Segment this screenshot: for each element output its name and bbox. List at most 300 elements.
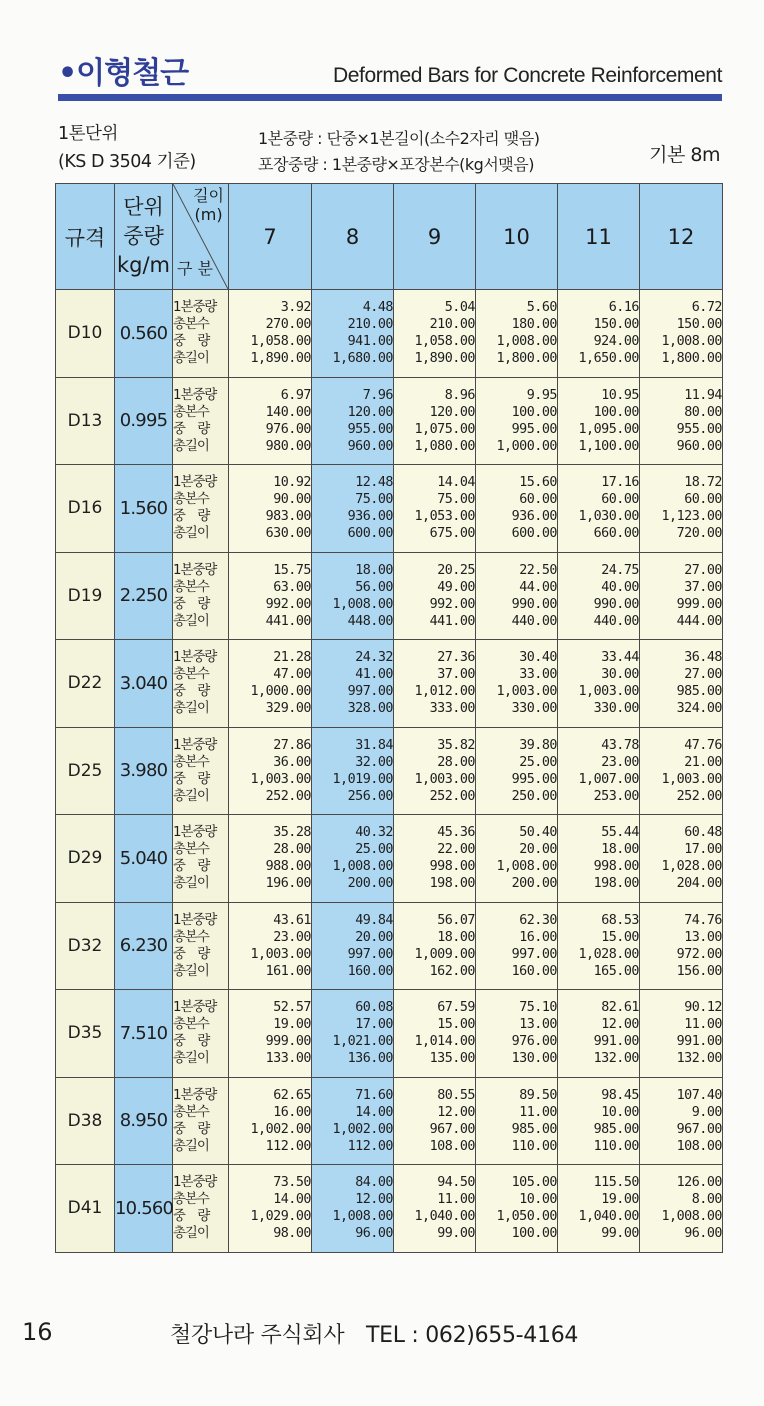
- value-line: 1,650.00: [578, 351, 639, 367]
- category-label: 중 량: [173, 946, 210, 962]
- value-line: 27.86: [273, 737, 311, 753]
- category-label: 1본중량: [173, 1175, 217, 1191]
- value-line: 1,058.00: [250, 334, 311, 350]
- category-labels-cell: [173, 1165, 229, 1253]
- value-line: 112.00: [347, 1138, 393, 1154]
- value-line: 14.00: [355, 1104, 393, 1120]
- page-number: 16: [22, 1318, 53, 1346]
- category-labels-cell: [173, 290, 229, 378]
- value-line: 25.00: [355, 842, 393, 858]
- value-cell: [394, 815, 476, 903]
- value-line: 1,014.00: [414, 1034, 475, 1050]
- value-line: 17.00: [355, 1017, 393, 1033]
- value-line: 22.50: [519, 562, 557, 578]
- category-label: 총본수: [173, 492, 209, 508]
- value-cell: [476, 990, 558, 1078]
- spec-cell: D25: [56, 727, 115, 815]
- value-line: 75.00: [355, 492, 393, 508]
- value-line: 210.00: [429, 317, 475, 333]
- value-line: 988.00: [265, 859, 311, 875]
- table-row: [56, 902, 723, 990]
- value-line: 110.00: [511, 1138, 557, 1154]
- value-line: 200.00: [511, 876, 557, 892]
- value-line: 991.00: [593, 1034, 639, 1050]
- value-line: 21.28: [273, 650, 311, 666]
- value-cell: [312, 1077, 394, 1165]
- value-line: 252.00: [429, 788, 475, 804]
- category-label: 총본수: [173, 1104, 209, 1120]
- value-line: 991.00: [676, 1034, 722, 1050]
- value-cell: [640, 990, 723, 1078]
- value-line: 448.00: [347, 613, 393, 629]
- spec-cell: D29: [56, 815, 115, 903]
- unit-weight-cell: 10.560: [115, 1165, 173, 1253]
- category-label: 총본수: [173, 1192, 209, 1208]
- value-cell: [640, 1077, 723, 1165]
- category-label: 중 량: [173, 859, 210, 875]
- value-line: 23.00: [273, 929, 311, 945]
- spec-cell: D32: [56, 902, 115, 990]
- value-line: 967.00: [676, 1121, 722, 1137]
- value-line: 50.40: [519, 825, 557, 841]
- value-line: 1,040.00: [578, 1209, 639, 1225]
- value-cell: [229, 377, 312, 465]
- category-labels-cell: [173, 377, 229, 465]
- value-line: 1,028.00: [661, 859, 722, 875]
- formula-package-weight: 포장중량 : 1본중량×포장본수(kg서맺음): [258, 155, 534, 174]
- value-line: 14.04: [437, 475, 475, 491]
- value-line: 1,680.00: [332, 351, 393, 367]
- value-line: 15.60: [519, 475, 557, 491]
- value-line: 720.00: [676, 526, 722, 542]
- value-line: 47.00: [273, 667, 311, 683]
- value-line: 20.25: [437, 562, 475, 578]
- title-bar: [58, 40, 722, 102]
- value-line: 1,008.00: [496, 334, 557, 350]
- value-line: 180.00: [511, 317, 557, 333]
- value-line: 196.00: [265, 876, 311, 892]
- basic-length-note: 기본 8m: [649, 144, 720, 166]
- value-line: 98.00: [273, 1226, 311, 1242]
- value-line: 330.00: [593, 701, 639, 717]
- notes-block: [58, 120, 722, 182]
- value-line: 160.00: [347, 963, 393, 979]
- value-cell: [476, 727, 558, 815]
- value-cell: [394, 290, 476, 378]
- value-cell: [394, 1165, 476, 1253]
- value-line: 1,800.00: [496, 351, 557, 367]
- value-line: 1,003.00: [496, 684, 557, 700]
- value-line: 7.96: [362, 387, 393, 403]
- category-labels-cell: [173, 552, 229, 640]
- value-cell: [558, 290, 640, 378]
- value-line: 67.59: [437, 1000, 475, 1016]
- value-line: 10.00: [601, 1104, 639, 1120]
- value-line: 120.00: [429, 404, 475, 420]
- value-line: 43.78: [601, 737, 639, 753]
- value-line: 12.48: [355, 475, 393, 491]
- category-label: 총길이: [173, 438, 209, 454]
- table-row: [56, 727, 723, 815]
- category-label: 1본중량: [173, 300, 217, 316]
- value-line: 99.00: [437, 1226, 475, 1242]
- formula-unit-weight: 1본중량 : 단중×1본길이(소수2자리 맺음): [258, 129, 540, 148]
- value-line: 1,100.00: [578, 438, 639, 454]
- spec-cell: D35: [56, 990, 115, 1078]
- value-line: 328.00: [347, 701, 393, 717]
- value-line: 997.00: [347, 946, 393, 962]
- value-line: 630.00: [265, 526, 311, 542]
- value-cell: [476, 465, 558, 553]
- value-line: 37.00: [437, 667, 475, 683]
- value-line: 62.30: [519, 912, 557, 928]
- table-row: [56, 465, 723, 553]
- value-line: 13.00: [519, 1017, 557, 1033]
- value-line: 135.00: [429, 1051, 475, 1067]
- value-line: 980.00: [265, 438, 311, 454]
- category-label: 1본중량: [173, 650, 217, 666]
- category-label: 총본수: [173, 317, 209, 333]
- value-line: 4.48: [362, 300, 393, 316]
- value-line: 21.00: [684, 754, 722, 770]
- value-line: 10.95: [601, 387, 639, 403]
- category-label: 1본중량: [173, 1087, 217, 1103]
- unit-weight-cell: 5.040: [115, 815, 173, 903]
- value-line: 955.00: [676, 421, 722, 437]
- value-line: 985.00: [511, 1121, 557, 1137]
- value-cell: [229, 465, 312, 553]
- value-line: 47.76: [684, 737, 722, 753]
- table-row: [56, 377, 723, 465]
- value-cell: [312, 377, 394, 465]
- category-labels-cell: [173, 990, 229, 1078]
- value-line: 43.61: [273, 912, 311, 928]
- value-line: 997.00: [511, 946, 557, 962]
- value-line: 60.08: [355, 1000, 393, 1016]
- value-line: 19.00: [273, 1017, 311, 1033]
- value-line: 330.00: [511, 701, 557, 717]
- value-line: 49.84: [355, 912, 393, 928]
- value-line: 990.00: [511, 596, 557, 612]
- value-line: 198.00: [593, 876, 639, 892]
- value-line: 1,008.00: [332, 859, 393, 875]
- value-line: 12.00: [601, 1017, 639, 1033]
- category-label: 중 량: [173, 771, 210, 787]
- value-line: 1,058.00: [414, 334, 475, 350]
- value-cell: [476, 552, 558, 640]
- value-cell: [558, 640, 640, 728]
- category-label: 총본수: [173, 579, 209, 595]
- value-line: 45.36: [437, 825, 475, 841]
- value-line: 130.00: [511, 1051, 557, 1067]
- value-line: 441.00: [429, 613, 475, 629]
- value-line: 444.00: [676, 613, 722, 629]
- value-line: 441.00: [265, 613, 311, 629]
- value-line: 44.00: [519, 579, 557, 595]
- value-line: 985.00: [676, 684, 722, 700]
- value-line: 12.00: [355, 1192, 393, 1208]
- value-line: 11.00: [519, 1104, 557, 1120]
- value-cell: [476, 290, 558, 378]
- value-line: 960.00: [676, 438, 722, 454]
- table-header-row: [56, 184, 723, 290]
- value-line: 132.00: [676, 1051, 722, 1067]
- category-label: 총길이: [173, 351, 209, 367]
- value-line: 40.00: [601, 579, 639, 595]
- value-line: 11.00: [437, 1192, 475, 1208]
- value-line: 80.00: [684, 404, 722, 420]
- value-cell: [558, 377, 640, 465]
- value-line: 1,003.00: [250, 771, 311, 787]
- value-cell: [558, 1165, 640, 1253]
- value-line: 998.00: [593, 859, 639, 875]
- value-line: 972.00: [676, 946, 722, 962]
- value-line: 37.00: [684, 579, 722, 595]
- value-line: 198.00: [429, 876, 475, 892]
- value-line: 15.75: [273, 562, 311, 578]
- category-label: 총본수: [173, 404, 209, 420]
- value-cell: [229, 1077, 312, 1165]
- value-line: 126.00: [676, 1175, 722, 1191]
- value-cell: [229, 1165, 312, 1253]
- value-line: 985.00: [593, 1121, 639, 1137]
- value-line: 10.92: [273, 475, 311, 491]
- value-line: 24.32: [355, 650, 393, 666]
- value-cell: [229, 727, 312, 815]
- value-cell: [312, 1165, 394, 1253]
- value-line: 1,123.00: [661, 509, 722, 525]
- value-line: 140.00: [265, 404, 311, 420]
- value-line: 100.00: [511, 404, 557, 420]
- value-line: 333.00: [429, 701, 475, 717]
- value-line: 31.84: [355, 737, 393, 753]
- company-contact: 철강나라 주식회사 TEL : 062)655-4164: [170, 1323, 579, 1348]
- value-line: 56.07: [437, 912, 475, 928]
- value-line: 73.50: [273, 1175, 311, 1191]
- value-line: 30.40: [519, 650, 557, 666]
- value-line: 11.94: [684, 387, 722, 403]
- value-line: 156.00: [676, 963, 722, 979]
- value-line: 1,000.00: [496, 438, 557, 454]
- value-line: 84.00: [355, 1175, 393, 1191]
- value-line: 250.00: [511, 788, 557, 804]
- value-cell: [394, 377, 476, 465]
- value-line: 5.04: [444, 300, 475, 316]
- value-line: 36.48: [684, 650, 722, 666]
- value-cell: [640, 290, 723, 378]
- value-line: 995.00: [511, 421, 557, 437]
- header-spec: 규격: [56, 184, 115, 290]
- value-line: 35.28: [273, 825, 311, 841]
- value-line: 204.00: [676, 876, 722, 892]
- value-line: 990.00: [593, 596, 639, 612]
- category-labels-cell: [173, 1077, 229, 1165]
- value-line: 60.00: [601, 492, 639, 508]
- value-line: 20.00: [355, 929, 393, 945]
- category-label: 1본중량: [173, 737, 217, 753]
- unit-weight-cell: 3.980: [115, 727, 173, 815]
- value-line: 18.00: [355, 562, 393, 578]
- value-line: 108.00: [676, 1138, 722, 1154]
- value-line: 89.50: [519, 1087, 557, 1103]
- value-cell: [229, 902, 312, 990]
- value-line: 1,019.00: [332, 771, 393, 787]
- value-line: 60.00: [684, 492, 722, 508]
- value-line: 41.00: [355, 667, 393, 683]
- value-cell: [312, 640, 394, 728]
- value-line: 17.00: [684, 842, 722, 858]
- value-line: 108.00: [429, 1138, 475, 1154]
- value-cell: [312, 727, 394, 815]
- value-line: 440.00: [511, 613, 557, 629]
- value-line: 110.00: [593, 1138, 639, 1154]
- category-labels-cell: [173, 465, 229, 553]
- value-line: 15.00: [437, 1017, 475, 1033]
- value-line: 1,021.00: [332, 1034, 393, 1050]
- category-label: 총길이: [173, 701, 209, 717]
- value-line: 55.44: [601, 825, 639, 841]
- value-line: 600.00: [511, 526, 557, 542]
- category-label: 중 량: [173, 421, 210, 437]
- value-line: 1,030.00: [578, 509, 639, 525]
- value-line: 13.00: [684, 929, 722, 945]
- value-line: 62.65: [273, 1087, 311, 1103]
- value-line: 49.00: [437, 579, 475, 595]
- value-line: 33.00: [519, 667, 557, 683]
- value-cell: [558, 815, 640, 903]
- value-line: 1,000.00: [250, 684, 311, 700]
- value-cell: [312, 902, 394, 990]
- category-label: 1본중량: [173, 825, 217, 841]
- table-row: [56, 815, 723, 903]
- value-line: 14.00: [273, 1192, 311, 1208]
- value-cell: [640, 902, 723, 990]
- value-line: 936.00: [511, 509, 557, 525]
- value-line: 17.16: [601, 475, 639, 491]
- category-labels-cell: [173, 727, 229, 815]
- header-length-8: 8: [312, 184, 394, 290]
- category-label: 총길이: [173, 963, 209, 979]
- value-cell: [476, 377, 558, 465]
- unit-weight-cell: 3.040: [115, 640, 173, 728]
- value-cell: [394, 990, 476, 1078]
- value-line: 162.00: [429, 963, 475, 979]
- header-category-label: 구 분: [177, 259, 213, 278]
- value-line: 8.96: [444, 387, 475, 403]
- value-cell: [312, 815, 394, 903]
- spec-cell: D13: [56, 377, 115, 465]
- value-line: 63.00: [273, 579, 311, 595]
- value-line: 1,002.00: [332, 1121, 393, 1137]
- value-line: 1,008.00: [332, 1209, 393, 1225]
- category-labels-cell: [173, 815, 229, 903]
- header-unit-weight-line1: 단위: [123, 195, 164, 219]
- value-line: 23.00: [601, 754, 639, 770]
- value-cell: [476, 1077, 558, 1165]
- table-row: [56, 552, 723, 640]
- value-line: 1,003.00: [414, 771, 475, 787]
- standard-note: (KS D 3504 기준): [58, 152, 196, 172]
- category-label: 총길이: [173, 788, 209, 804]
- category-label: 총길이: [173, 1051, 209, 1067]
- table-row: [56, 990, 723, 1078]
- value-line: 1,890.00: [414, 351, 475, 367]
- value-line: 115.50: [593, 1175, 639, 1191]
- value-line: 6.97: [280, 387, 311, 403]
- value-cell: [229, 552, 312, 640]
- header-length-label: [193, 186, 224, 224]
- value-line: 150.00: [676, 317, 722, 333]
- category-label: 총길이: [173, 1226, 209, 1242]
- value-line: 936.00: [347, 509, 393, 525]
- value-cell: [640, 640, 723, 728]
- value-line: 955.00: [347, 421, 393, 437]
- category-labels-cell: [173, 902, 229, 990]
- value-line: 27.00: [684, 667, 722, 683]
- value-line: 39.80: [519, 737, 557, 753]
- category-label: 1본중량: [173, 912, 217, 928]
- value-line: 1,008.00: [661, 1209, 722, 1225]
- page-subtitle-en: Deformed Bars for Concrete Reinforcement: [333, 64, 722, 87]
- value-cell: [476, 902, 558, 990]
- value-line: 60.48: [684, 825, 722, 841]
- value-line: 11.00: [684, 1017, 722, 1033]
- value-cell: [394, 640, 476, 728]
- value-line: 18.00: [601, 842, 639, 858]
- value-line: 100.00: [593, 404, 639, 420]
- category-label: 중 량: [173, 684, 210, 700]
- header-length-11: 11: [558, 184, 640, 290]
- value-line: 1,029.00: [250, 1209, 311, 1225]
- value-line: 210.00: [347, 317, 393, 333]
- value-line: 25.00: [519, 754, 557, 770]
- value-line: 1,008.00: [496, 859, 557, 875]
- unit-weight-cell: 2.250: [115, 552, 173, 640]
- value-cell: [476, 815, 558, 903]
- value-line: 1,800.00: [661, 351, 722, 367]
- value-line: 6.16: [608, 300, 639, 316]
- value-line: 112.00: [265, 1138, 311, 1154]
- value-cell: [229, 990, 312, 1078]
- value-cell: [312, 465, 394, 553]
- value-line: 165.00: [593, 963, 639, 979]
- value-line: 976.00: [511, 1034, 557, 1050]
- value-cell: [640, 727, 723, 815]
- value-line: 3.92: [280, 300, 311, 316]
- table-row: [56, 640, 723, 728]
- value-line: 660.00: [593, 526, 639, 542]
- value-line: 960.00: [347, 438, 393, 454]
- value-line: 976.00: [265, 421, 311, 437]
- value-line: 1,003.00: [250, 946, 311, 962]
- value-line: 120.00: [347, 404, 393, 420]
- unit-weight-cell: 6.230: [115, 902, 173, 990]
- category-label: 중 량: [173, 334, 210, 350]
- value-line: 329.00: [265, 701, 311, 717]
- value-cell: [640, 552, 723, 640]
- value-line: 675.00: [429, 526, 475, 542]
- value-line: 253.00: [593, 788, 639, 804]
- spec-cell: D38: [56, 1077, 115, 1165]
- category-label: 총본수: [173, 754, 209, 770]
- category-label: 총본수: [173, 842, 209, 858]
- value-line: 1,053.00: [414, 509, 475, 525]
- value-line: 82.61: [601, 1000, 639, 1016]
- value-line: 15.00: [601, 929, 639, 945]
- unit-note: 1톤단위: [58, 124, 118, 144]
- table-body: [56, 290, 723, 1253]
- value-line: 133.00: [265, 1051, 311, 1067]
